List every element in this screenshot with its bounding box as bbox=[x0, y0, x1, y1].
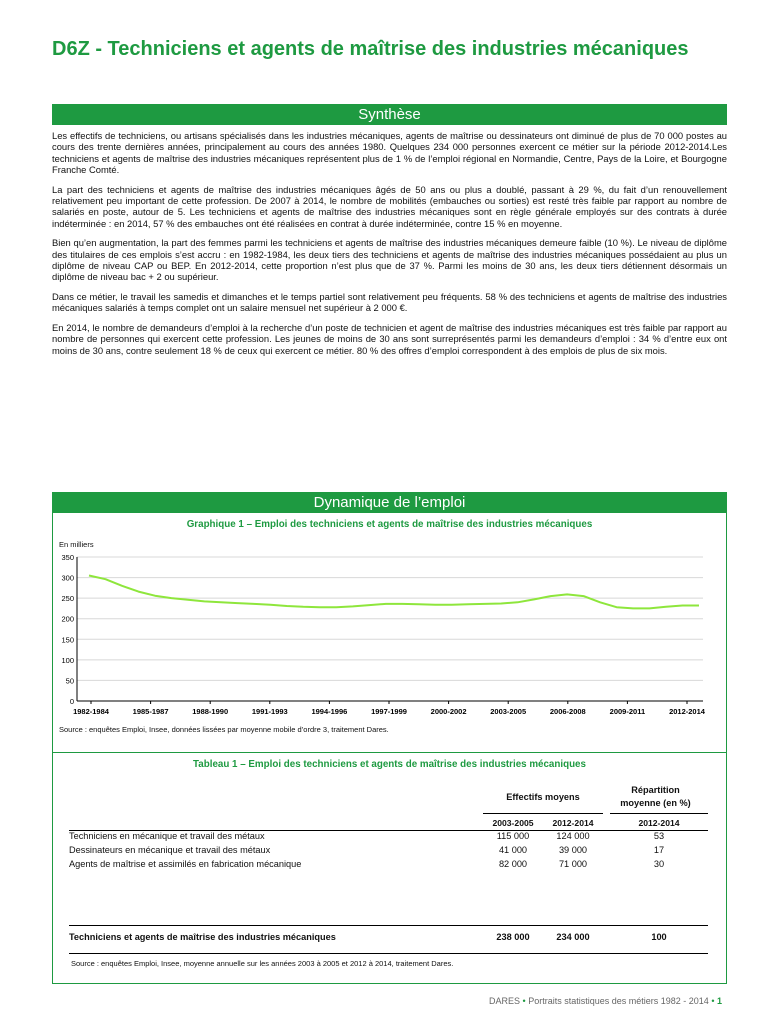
y-tick-label: 250 bbox=[61, 594, 74, 604]
synthese-paragraph-3: Bien qu’en augmentation, la part des femmes parmi les techniciens et agents de maîtrise des industries mécaniques demeure faible (10 %). Le niveau de diplôme des titulaires de ces emplois s’est accru : en 1982-1984, les deux tiers des techniciens et agents de maîtrise des industries mécaniques possédaient au plus un diplôme de niveau CAP ou BEP. En 2012-2014, cette proportion n’est plus que de 37 %. Parmi les moins de 30 ans, les deux tiers détiennent désormais un diplôme de niveau bac + 2 ou supérieur. bbox=[52, 237, 727, 283]
x-tick-label: 2003-2005 bbox=[490, 707, 527, 716]
table-row-2-2012: 39 000 bbox=[558, 845, 588, 855]
table-total-rep: 100 bbox=[651, 932, 667, 942]
footer-separator-2: • bbox=[711, 996, 715, 1006]
table-row-3-rep: 30 bbox=[653, 859, 665, 869]
chart-title: Graphique 1 – Emploi des techniciens et agents de maîtrise des industries mécaniques bbox=[186, 519, 593, 530]
col-header-2012-2014: 2012-2014 bbox=[552, 818, 594, 828]
table-title: Tableau 1 – Emploi des techniciens et agents de maîtrise des industries mécaniques bbox=[193, 759, 586, 770]
table-row-1-rep: 53 bbox=[653, 831, 665, 841]
table-row-2-2003: 41 000 bbox=[498, 845, 528, 855]
y-tick-label: 200 bbox=[61, 614, 74, 624]
synthese-paragraph-1: Les effectifs de techniciens, ou artisans spécialisés dans les industries mécaniques, agents de maîtrise ou dessinateurs ont diminué de plus de 70 000 postes au cours des trente dernières années, principalement au cours des années 1980. Quelques 234 000 personnes exercent ce métier sur la période 2012-2014.Les techniciens et agents de maîtrise des industries mécaniques représentent plus de 1 % de l’emploi régional en Normandie, Centre, Pays de la Loire, et Bourgogne Franche Comté. bbox=[52, 130, 727, 176]
frame-divider bbox=[53, 752, 726, 753]
table-row-label-1: Techniciens en mécanique et travail des métaux bbox=[69, 831, 265, 841]
page-footer bbox=[489, 996, 722, 1006]
y-tick-label: 0 bbox=[69, 697, 74, 706]
synthese-paragraph-2: La part des techniciens et agents de maîtrise des industries mécaniques âgés de 50 ans ou plus a doublé, passant à 29 %, du fait d’un renouvellement relativement peu important de cette profession. De 2007 à 2014, le nombre de mobilités (embauches ou sorties) est resté très faible par rapport au nombre de salariés en poste, autour de 5. Les techniciens et agents de maîtrise des industries mécaniques sont en règle générale employés sur des contrats à durée indéterminée : en 2014, 57 % des embauches ont été réalisées en contrat à durée indéterminée, contre 15 % en moyenne. bbox=[52, 183, 727, 229]
x-tick-label: 1988-1990 bbox=[192, 707, 229, 716]
table-total-2003: 238 000 bbox=[496, 932, 530, 942]
table-row-3-2003: 82 000 bbox=[498, 859, 528, 869]
x-tick-label: 2012-2014 bbox=[669, 707, 705, 716]
header-repartition-line1: Répartition bbox=[631, 785, 680, 795]
dynamique-heading: Dynamique de l’emploi bbox=[52, 492, 727, 513]
table-row-label-3: Agents de maîtrise et assimilés en fabrication mécanique bbox=[69, 859, 302, 869]
table-row-3-2012: 71 000 bbox=[558, 859, 588, 869]
synthese-heading: Synthèse bbox=[52, 104, 727, 125]
x-tick-label: 1997-1999 bbox=[371, 707, 407, 716]
x-tick-label: 1985-1987 bbox=[132, 707, 169, 716]
footer-separator-1: • bbox=[522, 996, 526, 1006]
page-title: D6Z - Techniciens et agents de maîtrise des industries mécaniques bbox=[52, 38, 689, 60]
table-row-1-2003: 115 000 bbox=[496, 831, 530, 841]
header-underline-effectifs bbox=[483, 813, 603, 814]
header-underline-repartition bbox=[610, 813, 708, 814]
synthese-paragraph-5: En 2014, le nombre de demandeurs d’emploi à la recherche d’un poste de technicien et agent de maîtrise des industries mécaniques est très faible par rapport au nombre de personnes qui exercent cette profession. Les jeunes de moins de 30 ans sont surreprésentés parmi les demandeurs d’emploi : 34 % d’entre eux ont moins de 30 ans, contre seulement 18 % de ceux qui exercent ce métier. 80 % des offres d’emploi correspondent à des emplois de plus de six mois. bbox=[52, 321, 727, 356]
table-row-label-2: Dessinateurs en mécanique et travail des métaux bbox=[69, 845, 271, 855]
header-effectifs: Effectifs moyens bbox=[506, 792, 580, 802]
series-line-emploi bbox=[89, 576, 699, 609]
x-tick-label: 2000-2002 bbox=[430, 707, 467, 716]
x-tick-label: 1991-1993 bbox=[251, 707, 288, 716]
table-source: Source : enquêtes Emploi, Insee, moyenne annuelle sur les années 2003 à 2005 et 2012 à 2014, traitement Dares. bbox=[71, 959, 454, 968]
synthese-paragraph-4: Dans ce métier, le travail les samedis et dimanches et le temps partiel sont relativement peu fréquents. 58 % des techniciens et agents de maîtrise des industries mécaniques salariés à temps complet ont un salaire mensuel net supérieur à 2 000 €. bbox=[52, 290, 727, 314]
dynamique-frame bbox=[52, 513, 727, 984]
x-tick-label: 2009-2011 bbox=[609, 707, 646, 716]
chart-ylabel: En milliers bbox=[59, 540, 94, 549]
footer-org: DARES bbox=[489, 996, 521, 1006]
table-total-label: Techniciens et agents de maîtrise des industries mécaniques bbox=[69, 932, 336, 942]
table-total-rule bbox=[69, 925, 708, 926]
y-tick-label: 300 bbox=[61, 573, 74, 583]
synthese-text bbox=[52, 130, 727, 364]
x-tick-label: 1982-1984 bbox=[73, 707, 109, 716]
footer-page-number: 1 bbox=[716, 996, 722, 1006]
employment-line-chart bbox=[53, 551, 726, 727]
chart-source: Source : enquêtes Emploi, Insee, données lissées par moyenne mobile d’ordre 3, traitement Dares. bbox=[59, 725, 389, 734]
y-tick-label: 150 bbox=[61, 635, 74, 645]
footer-publication: Portraits statistiques des métiers 1982 - 2014 bbox=[528, 996, 709, 1006]
col-header-2003-2005: 2003-2005 bbox=[492, 818, 534, 828]
table-row-1-2012: 124 000 bbox=[556, 831, 590, 841]
col-header-repartition-2012-2014: 2012-2014 bbox=[638, 818, 680, 828]
x-tick-label: 2006-2008 bbox=[549, 707, 586, 716]
y-tick-label: 50 bbox=[65, 676, 74, 686]
table-bottom-rule bbox=[69, 953, 708, 954]
y-tick-label: 100 bbox=[61, 655, 74, 665]
y-tick-label: 350 bbox=[61, 553, 74, 562]
table-row-2-rep: 17 bbox=[653, 845, 665, 855]
x-tick-label: 1994-1996 bbox=[311, 707, 348, 716]
header-repartition-line2: moyenne (en %) bbox=[620, 798, 691, 808]
table-total-2012: 234 000 bbox=[556, 932, 590, 942]
